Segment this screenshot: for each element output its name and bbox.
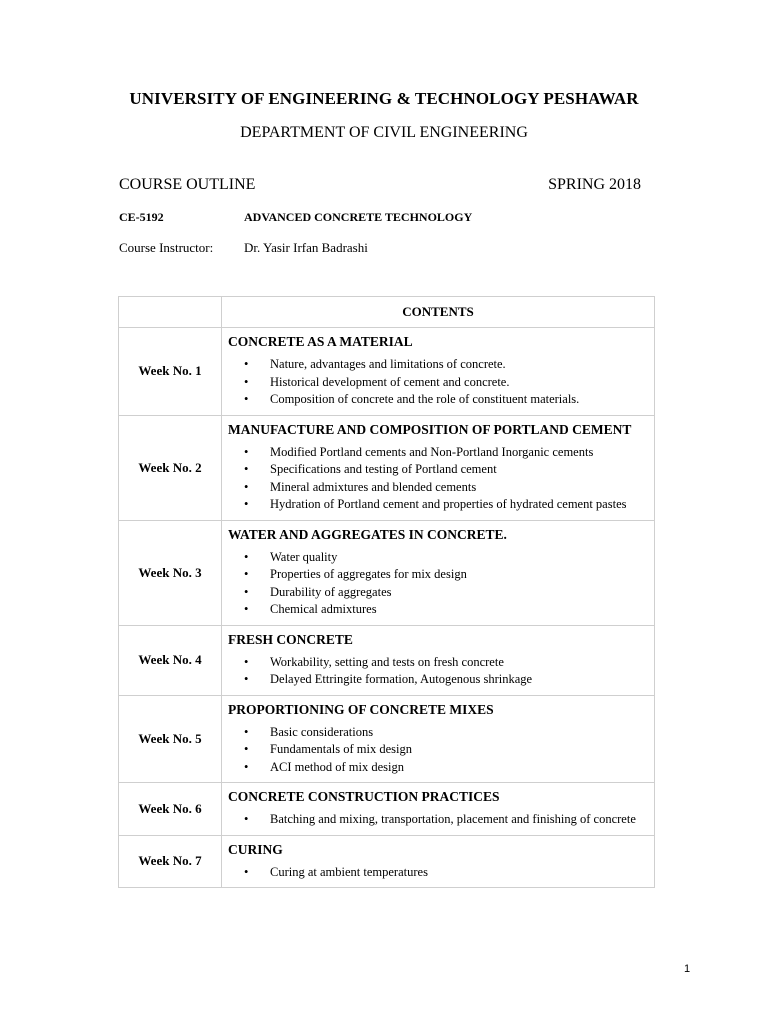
list-item: • ACI method of mix design [228, 759, 648, 777]
course-outline-label: COURSE OUTLINE [119, 176, 256, 193]
list-item: • Properties of aggregates for mix design [228, 566, 648, 584]
table-row [119, 835, 655, 888]
contents-header: CONTENTS [222, 297, 655, 328]
table-header-row [119, 297, 655, 328]
week-content [222, 328, 655, 416]
course-title: ADVANCED CONCRETE TECHNOLOGY [244, 210, 473, 224]
list-item: • Modified Portland cements and Non-Portland Inorganic cements [228, 444, 648, 462]
list-item: • Workability, setting and tests on fresh concrete [228, 654, 648, 672]
university-title: UNIVERSITY OF ENGINEERING & TECHNOLOGY PESHAWAR [129, 89, 639, 108]
week-label: Week No. 1 [119, 328, 222, 416]
list-item: • Delayed Ettringite formation, Autogenous shrinkage [228, 671, 648, 689]
list-item: • Mineral admixtures and blended cements [228, 479, 648, 497]
week-label: Week No. 3 [119, 520, 222, 625]
week-label: Week No. 2 [119, 415, 222, 520]
week-label: Week No. 6 [119, 783, 222, 836]
header-blank-cell [119, 297, 222, 328]
list-item: • Specifications and testing of Portland cement [228, 461, 648, 479]
topic-title: CONCRETE AS A MATERIAL [228, 334, 413, 349]
topic-list [228, 811, 648, 829]
outline-row [119, 176, 641, 194]
topic-title: PROPORTIONING OF CONCRETE MIXES [228, 701, 494, 717]
table-row [119, 625, 655, 695]
table-row [119, 783, 655, 836]
instructor-label: Course Instructor: [119, 240, 214, 255]
week-content [222, 625, 655, 695]
topic-list [228, 864, 648, 882]
list-item: • Nature, advantages and limitations of concrete. [228, 356, 648, 374]
topic-title: CURING [228, 841, 283, 857]
table-row [119, 415, 655, 520]
department-title: DEPARTMENT OF CIVIL ENGINEERING [240, 124, 528, 141]
week-label: Week No. 7 [119, 835, 222, 888]
week-label: Week No. 4 [119, 625, 222, 695]
topic-list [228, 549, 648, 619]
topic-title: FRESH CONCRETE [228, 631, 353, 647]
week-content [222, 415, 655, 520]
week-content [222, 695, 655, 783]
list-item: • Basic considerations [228, 724, 648, 742]
course-code: CE-5192 [119, 210, 164, 224]
week-content [222, 835, 655, 888]
topic-title: WATER AND AGGREGATES IN CONCRETE. [228, 526, 507, 542]
instructor-name: Dr. Yasir Irfan Badrashi [244, 240, 368, 255]
list-item: • Fundamentals of mix design [228, 741, 648, 759]
list-item: • Curing at ambient temperatures [228, 864, 648, 882]
instructor-row [119, 240, 368, 256]
topic-list [228, 654, 648, 689]
page-number: 1 [684, 963, 691, 975]
list-item: • Durability of aggregates [228, 584, 648, 602]
contents-table [118, 296, 655, 888]
topic-title: CONCRETE CONSTRUCTION PRACTICES [228, 789, 500, 804]
semester-label: SPRING 2018 [548, 176, 641, 193]
list-item: • Chemical admixtures [228, 601, 648, 619]
list-item: • Composition of concrete and the role of constituent materials. [228, 391, 648, 409]
list-item: • Batching and mixing, transportation, placement and finishing of concrete [228, 811, 648, 829]
list-item: • Historical development of cement and concrete. [228, 374, 648, 392]
table-row [119, 328, 655, 416]
topic-list [228, 444, 648, 514]
table-row [119, 520, 655, 625]
course-code-row [119, 210, 473, 225]
topic-list [228, 724, 648, 777]
list-item: • Water quality [228, 549, 648, 567]
week-label: Week No. 5 [119, 695, 222, 783]
week-content [222, 520, 655, 625]
topic-title: MANUFACTURE AND COMPOSITION OF PORTLAND CEMENT [228, 421, 632, 437]
list-item: • Hydration of Portland cement and properties of hydrated cement pastes [228, 496, 648, 514]
table-row [119, 695, 655, 783]
topic-list [228, 356, 648, 409]
week-content [222, 783, 655, 836]
